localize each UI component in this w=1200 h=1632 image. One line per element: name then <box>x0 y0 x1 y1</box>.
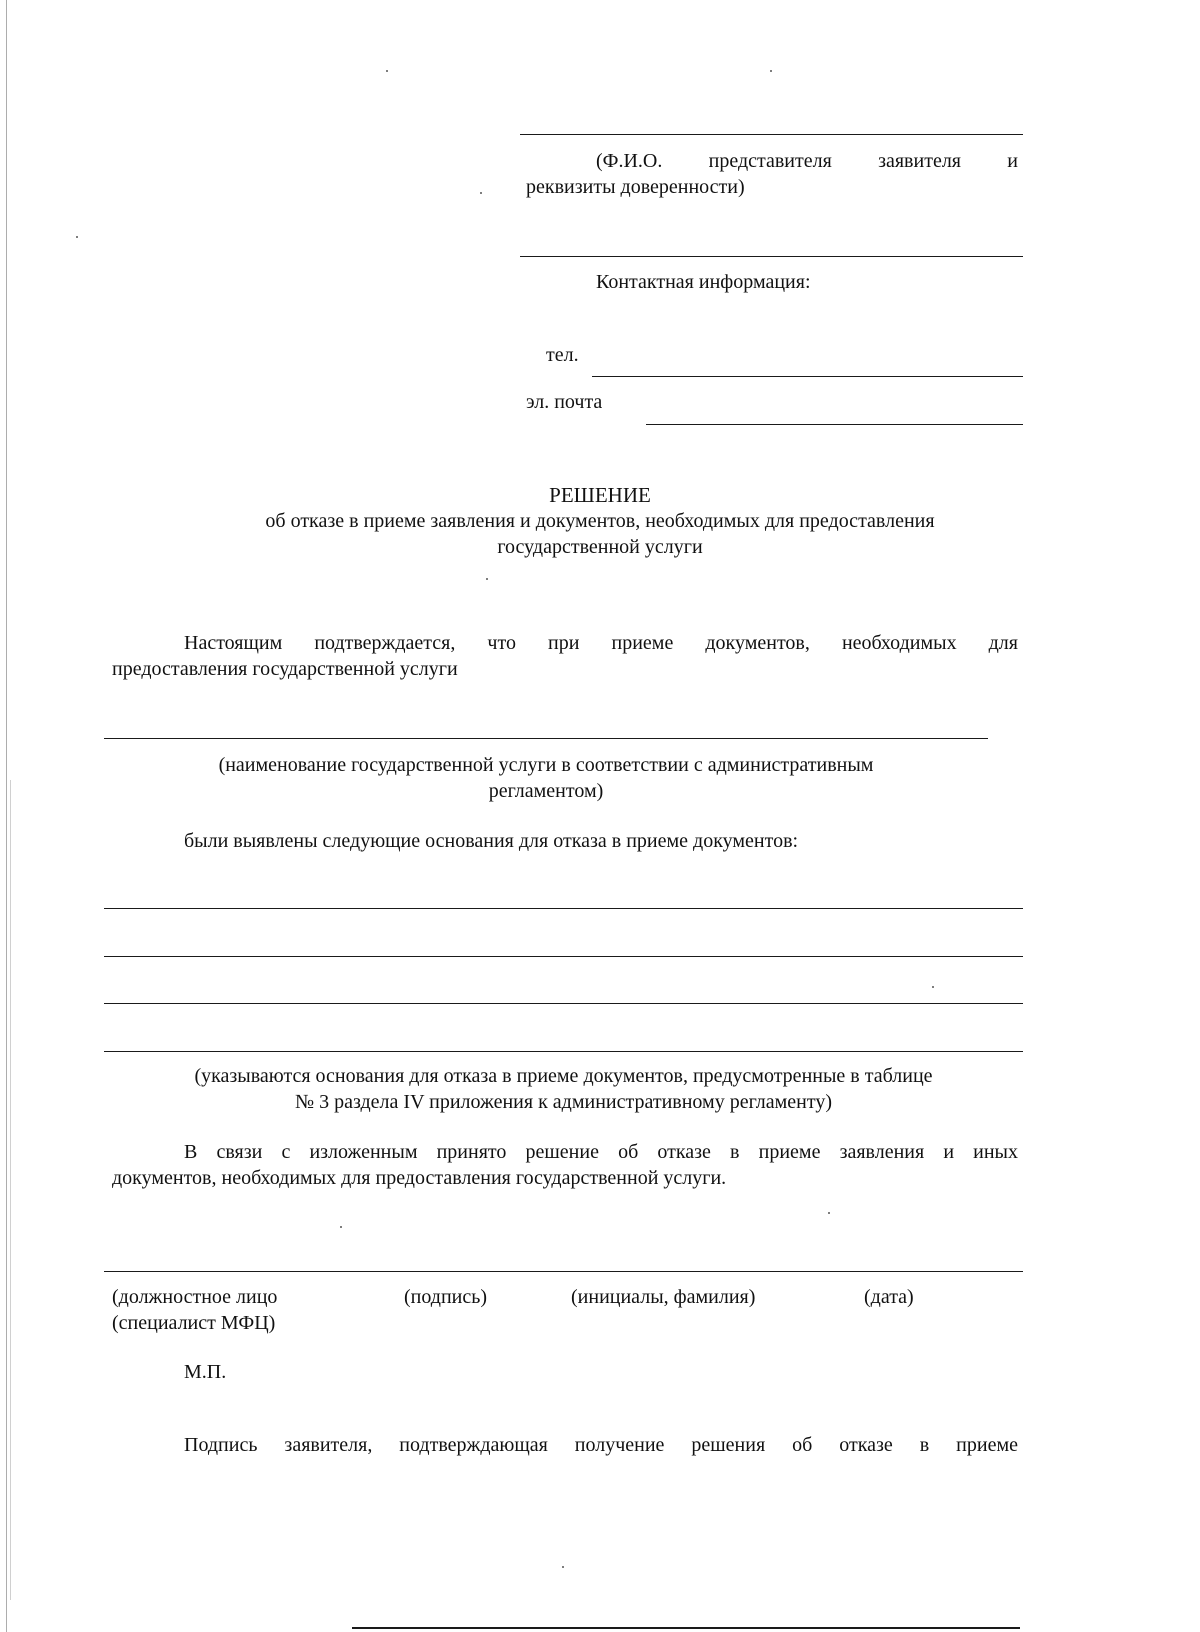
grounds-line-2 <box>104 956 1023 957</box>
grounds-line-4 <box>104 1051 1023 1052</box>
scan-edge-left-inner <box>10 780 11 1600</box>
scan-speck <box>76 236 78 238</box>
decision-line2: документов, необходимых для предоставления государственной услуги. <box>112 1167 727 1189</box>
seal-label: М.П. <box>184 1361 227 1383</box>
decision-subtitle-line2: государственной услуги <box>497 536 703 558</box>
representative-caption-word-4: и <box>1007 150 1018 172</box>
phone-line <box>592 376 1023 377</box>
scan-speck <box>828 1212 830 1214</box>
intro-line2: предоставления государственной услуги <box>112 658 458 680</box>
grounds-line-3 <box>104 1003 1023 1004</box>
initials-caption: (инициалы, фамилия) <box>571 1286 756 1308</box>
intro-line1: Настоящим подтверждается, что при приеме документов, необходимых для <box>184 632 1018 654</box>
representative-caption-line2: реквизиты доверенности) <box>526 176 745 198</box>
scan-speck <box>340 1226 342 1228</box>
service-caption-line1: (наименование государственной услуги в соответствии с административным <box>218 754 874 776</box>
date-caption: (дата) <box>864 1286 914 1308</box>
signature-caption: (подпись) <box>404 1286 488 1308</box>
decision-subtitle-line1: об отказе в приеме заявления и документов, необходимых для предоставления <box>265 510 935 532</box>
decision-line1: В связи с изложенным принято решение об отказе в приеме заявления и иных <box>184 1141 1018 1163</box>
official-caption-line2: (специалист МФЦ) <box>112 1312 276 1334</box>
decision-title: РЕШЕНИЕ <box>549 483 651 507</box>
scan-speck <box>562 1566 564 1568</box>
representative-caption-word-1: (Ф.И.О. <box>596 150 663 172</box>
scan-speck <box>486 578 488 580</box>
email-label: эл. почта <box>526 391 603 413</box>
representative-name-line <box>520 134 1023 135</box>
grounds-line-1 <box>104 908 1023 909</box>
official-caption-line1: (должностное лицо <box>112 1286 278 1308</box>
representative-caption-word-2: представителя <box>708 150 832 172</box>
service-name-line <box>104 738 988 739</box>
phone-label: тел. <box>546 344 579 366</box>
grounds-caption-line1: (указываются основания для отказа в приеме документов, предусмотренные в таблице <box>194 1065 933 1087</box>
service-caption-line2: регламентом) <box>488 780 604 802</box>
grounds-caption-line2: № 3 раздела IV приложения к административному регламенту) <box>295 1091 832 1113</box>
representative-details-line <box>520 256 1023 257</box>
scan-edge-left <box>6 0 7 1632</box>
scan-bottom-edge <box>352 1627 1020 1629</box>
scan-speck <box>386 70 388 72</box>
scan-speck <box>480 192 482 194</box>
signature-line <box>104 1271 1023 1272</box>
grounds-intro: были выявлены следующие основания для отказа в приеме документов: <box>184 830 799 852</box>
scan-speck <box>770 70 772 72</box>
representative-caption-word-3: заявителя <box>878 150 961 172</box>
applicant-signature-text: Подпись заявителя, подтверждающая получение решения об отказе в приеме <box>184 1434 1018 1456</box>
contact-info-label: Контактная информация: <box>596 271 811 293</box>
representative-caption-line1 <box>596 148 1018 174</box>
scan-speck <box>932 986 934 988</box>
email-line <box>646 424 1023 425</box>
